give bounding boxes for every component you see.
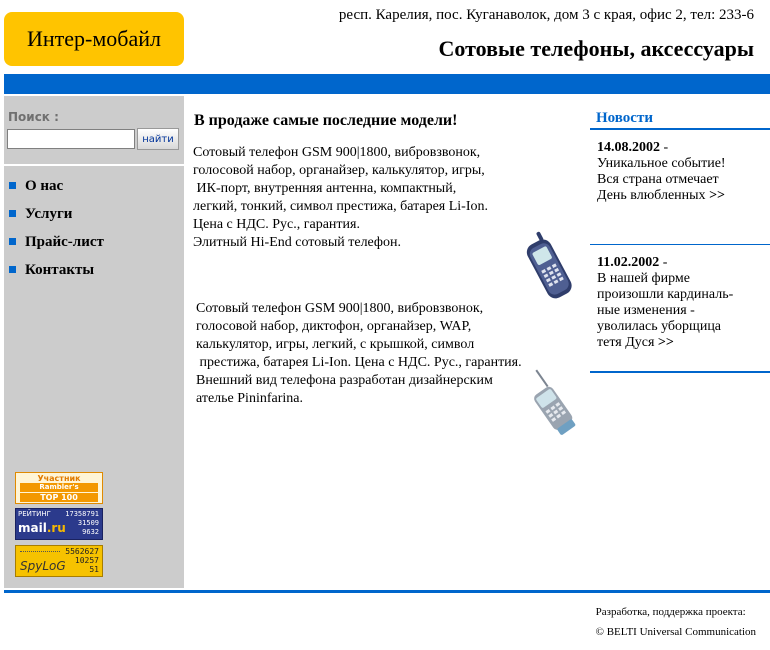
main-heading: В продаже самые последние модели! — [194, 112, 458, 129]
news-item — [590, 130, 770, 245]
flip-phone-image[interactable] — [514, 364, 586, 436]
main-content — [192, 112, 582, 408]
bullet-icon — [9, 266, 16, 273]
news-date: 11.02.2002 — [597, 255, 660, 270]
spylog-counter-numbers — [65, 547, 99, 574]
sidebar-item-about[interactable] — [4, 176, 184, 204]
spylog-count-2: 10257 — [74, 556, 99, 565]
product-line: ИК-порт, внутренняя антенна, компактный, — [193, 181, 457, 196]
search-button[interactable]: найти — [137, 128, 179, 150]
footer-credits-label: Разработка, поддержка проекта: — [595, 606, 746, 618]
sidebar-item-label: О нас — [25, 178, 64, 194]
sidebar — [4, 96, 184, 588]
rambler-line3: TOP 100 — [20, 493, 98, 502]
mail-logo-suffix: .ru — [46, 521, 66, 535]
spylog-count-1: 5562627 — [65, 547, 99, 556]
contact-address: респ. Карелия, пос. Куганаволок, дом 3 с края, офис 2, тел: 233-6 — [338, 7, 754, 23]
sidebar-divider — [4, 164, 184, 166]
search-input[interactable] — [7, 129, 135, 149]
news-text-line: Уникальное событие! — [597, 156, 726, 171]
mail-count-1: 17358791 — [65, 510, 99, 518]
rambler-line1: Участник — [37, 474, 81, 483]
sidebar-item-price-list[interactable] — [4, 232, 184, 260]
bullet-icon — [9, 210, 16, 217]
news-more-link[interactable]: >> — [709, 188, 726, 203]
news-more-link[interactable]: >> — [657, 335, 674, 350]
news-text-line: тетя Дуся — [597, 335, 655, 350]
site-logo[interactable]: Интер-мобайл — [4, 12, 184, 66]
spylog-counter-badge[interactable] — [15, 545, 103, 577]
footer-divider-bar — [4, 590, 770, 593]
rambler-line2: Rambler's — [20, 483, 98, 492]
sidebar-menu — [4, 176, 184, 288]
news-text-line: ные изменения - — [597, 303, 695, 318]
bullet-icon — [9, 238, 16, 245]
mail-rating-label: РЕЙТИНГ — [18, 510, 51, 518]
page-title: Сотовые телефоны, аксессуары — [438, 36, 754, 61]
product-line: голосовой набор, органайзер, калькулятор, игры, — [193, 163, 485, 178]
product-line: Сотовый телефон GSM 900|1800, вибровзвонок, — [193, 145, 481, 160]
sidebar-item-label: Прайс-лист — [25, 234, 104, 250]
product-description-1 — [192, 144, 582, 300]
product-line: голосовой набор, диктофон, органайзер, WAP, — [196, 319, 472, 334]
sidebar-item-contacts[interactable] — [4, 260, 184, 288]
product-line: Сотовый телефон GSM 900|1800, вибровзвонок, — [196, 301, 484, 316]
mail-count-3: 9632 — [82, 528, 99, 536]
news-text-line: уволилась уборщица — [597, 319, 722, 334]
footer-credits — [596, 602, 756, 642]
product-line: престижа, батарея Li-Ion. Цена с НДС. Рус., гарантия. — [196, 355, 522, 370]
footer-credits-company[interactable]: © BELTI Universal Communication — [595, 626, 756, 638]
mail-logo-part: mail — [18, 521, 47, 535]
news-dash: - — [660, 140, 669, 155]
header-divider-bar — [4, 74, 770, 94]
news-text-line: День влюбленных — [597, 188, 706, 203]
sidebar-item-services[interactable] — [4, 204, 184, 232]
sidebar-item-label: Услуги — [25, 206, 73, 222]
bullet-icon — [9, 182, 16, 189]
news-item — [590, 245, 770, 373]
product-line: Внешний вид телефона разработан дизайнерским — [196, 373, 493, 388]
product-line: калькулятор, игры, легкий, с крышкой, символ — [196, 337, 475, 352]
news-dash: - — [659, 255, 668, 270]
mailru-rating-badge[interactable] — [15, 508, 103, 540]
news-date: 14.08.2002 — [597, 140, 660, 155]
news-text-line: В нашей фирме — [597, 271, 690, 286]
news-panel — [590, 108, 770, 373]
product-line: Элитный Hi-End сотовый телефон. — [193, 235, 401, 250]
news-text-line: произошли кардиналь- — [597, 287, 734, 302]
product-line: ателье Pininfarina. — [196, 391, 303, 406]
rambler-top100-badge[interactable] — [15, 472, 103, 504]
spylog-logo: SpyLoG — [20, 559, 66, 573]
mail-counter-numbers — [65, 510, 99, 537]
sidebar-item-label: Контакты — [25, 262, 95, 278]
product-line: Цена с НДС. Рус., гарантия. — [193, 217, 360, 232]
search-label: Поиск : — [8, 110, 59, 124]
news-text-line: Вся страна отмечает — [597, 172, 719, 187]
mailru-logo — [18, 521, 66, 535]
phone-image[interactable] — [516, 228, 586, 302]
spylog-dots — [20, 551, 60, 552]
mail-count-2: 31509 — [77, 519, 99, 527]
spylog-count-3: 51 — [89, 565, 99, 574]
product-line: легкий, тонкий, символ престижа, батарея Li-Ion. — [193, 199, 488, 214]
news-title: Новости — [596, 110, 653, 126]
